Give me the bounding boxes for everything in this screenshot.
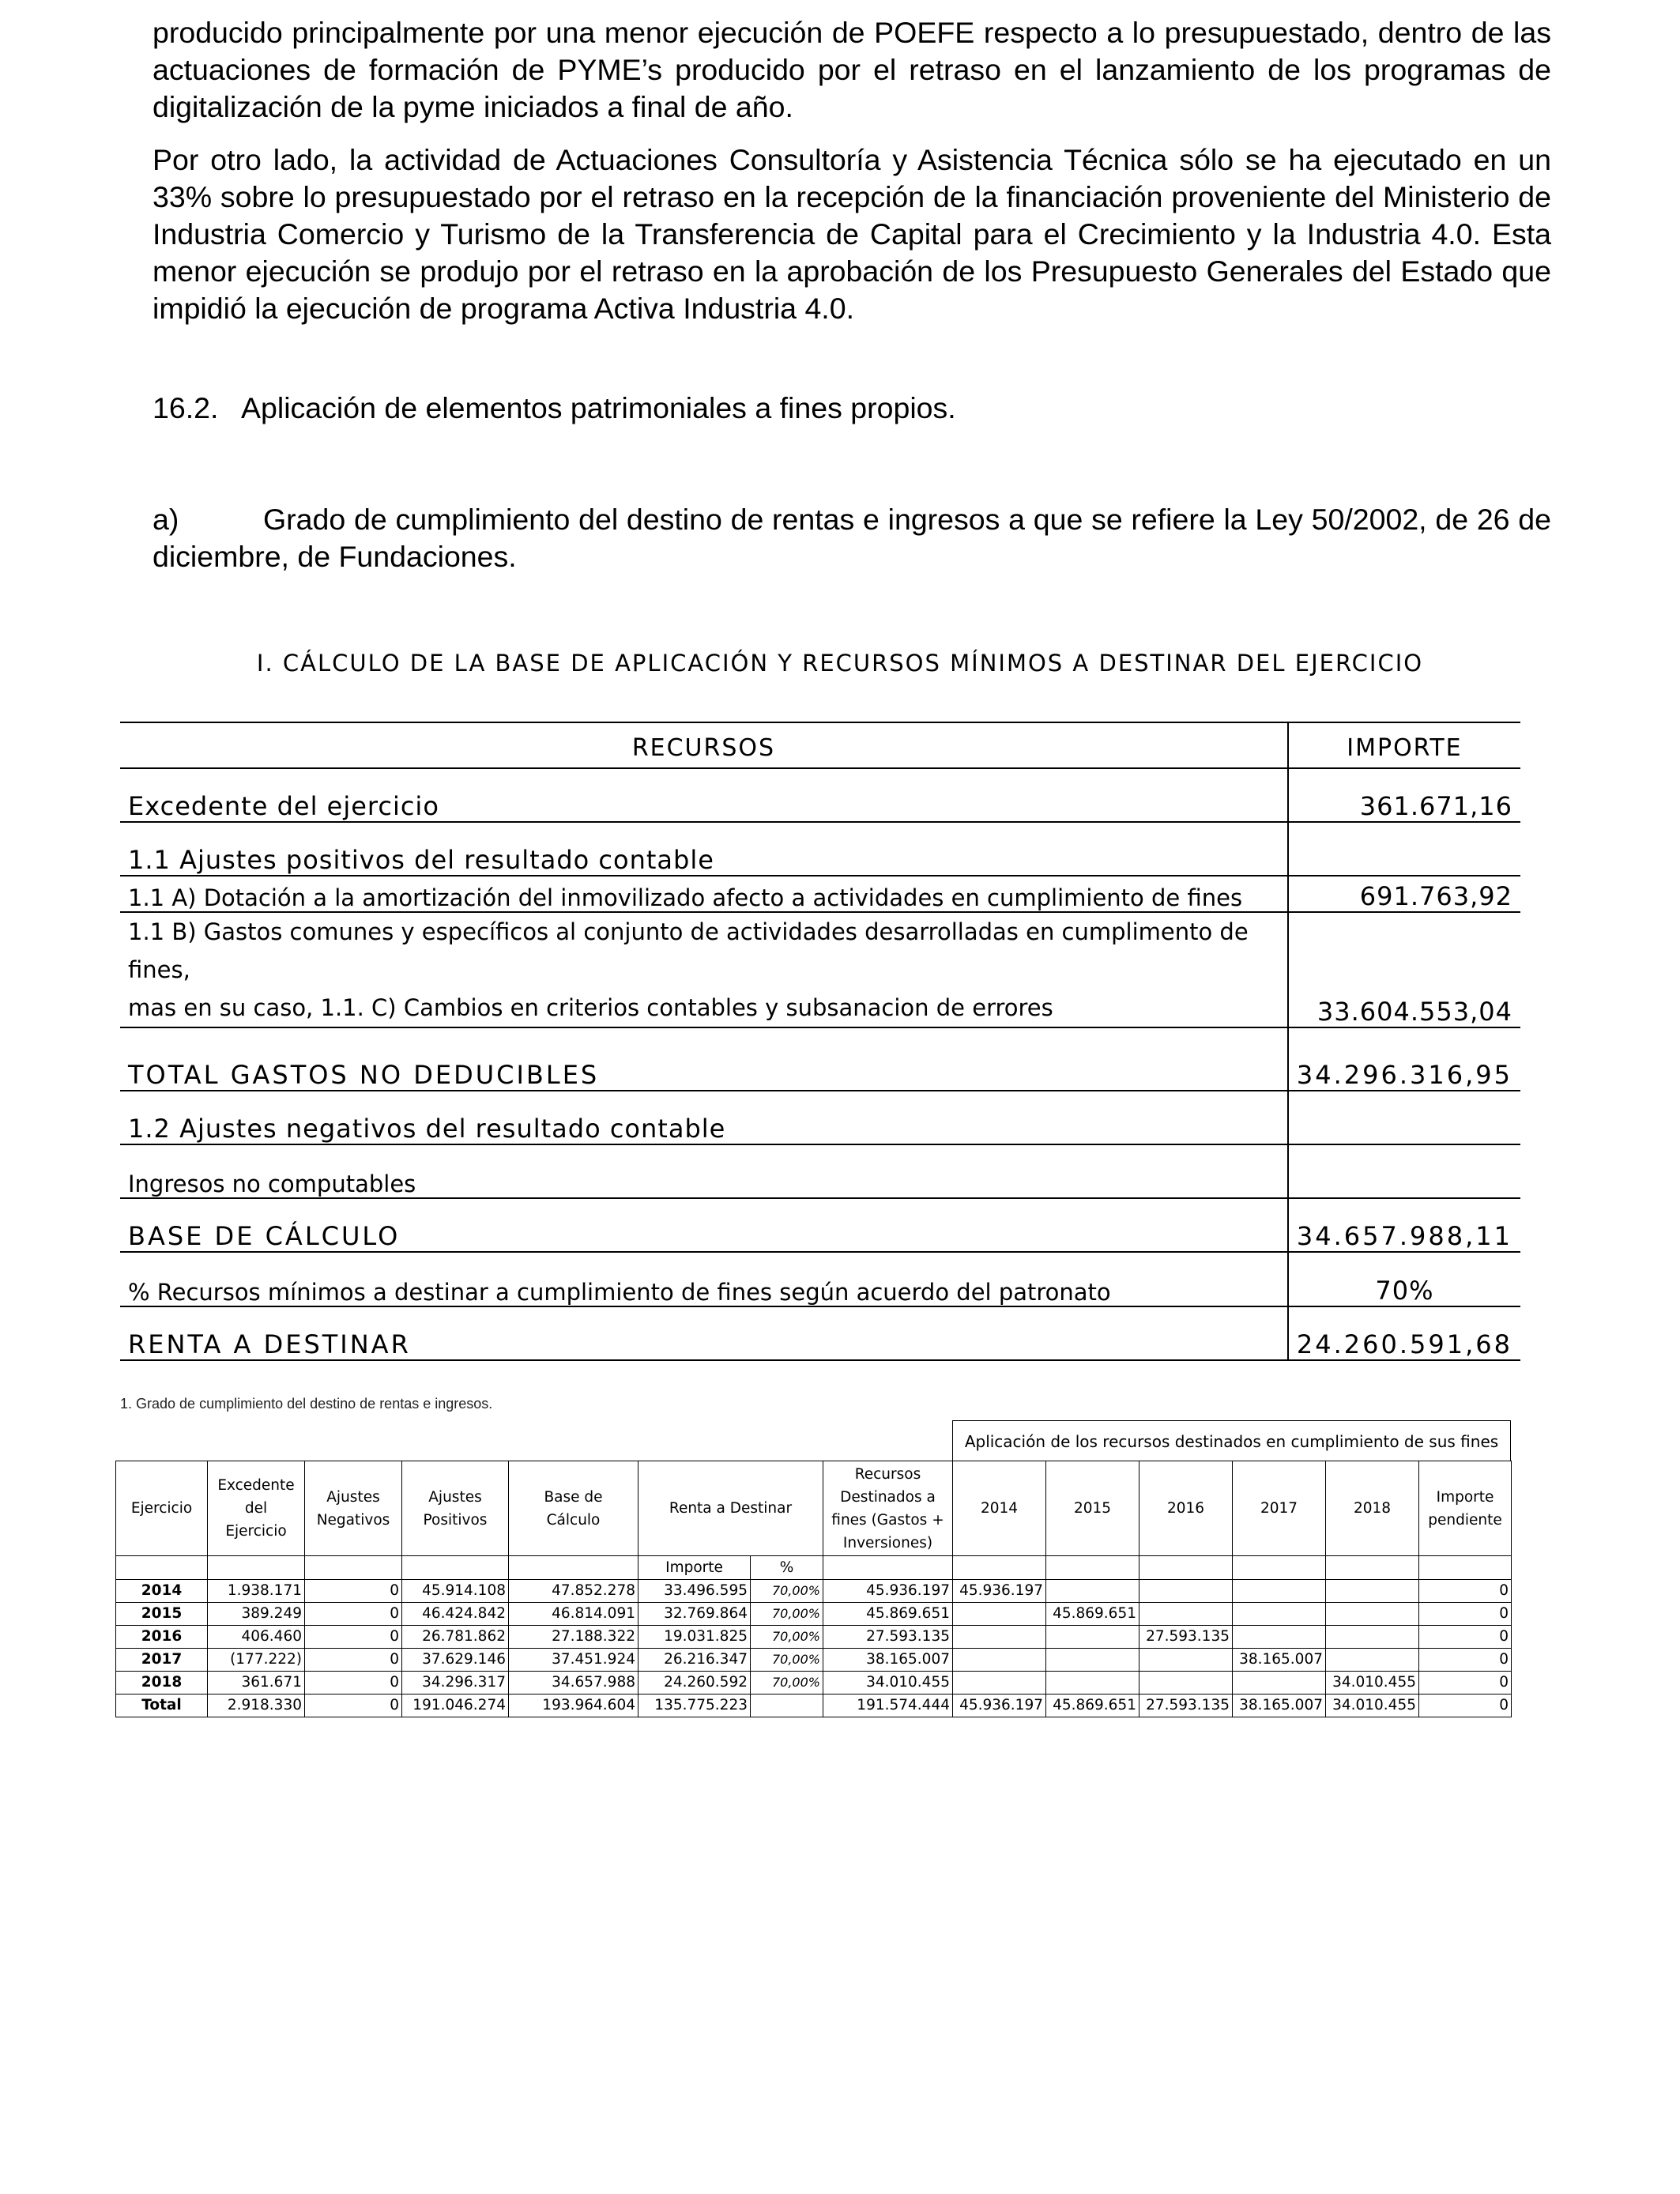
income-destination-table <box>115 1461 1512 1717</box>
th-line: Positivos <box>423 1511 488 1529</box>
intro-paragraph-1: producido principalmente por una menor ejecución de POEFE respecto a lo presupuestado, dentro de las actuaciones de formación de PYME’s producido por el retraso en el lanzamiento de los programas de digitalización de la pyme iniciados a final de año. <box>153 16 1551 123</box>
row-value <box>1288 1144 1520 1198</box>
cell-renta-pct: 70,00% <box>751 1580 823 1603</box>
table1-row <box>120 822 1520 876</box>
row-label: BASE DE CÁLCULO <box>120 1198 1288 1252</box>
table2-subheader-row <box>116 1556 1512 1580</box>
cell-recursos-destinados: 34.010.455 <box>823 1672 953 1695</box>
th-empty <box>402 1556 509 1580</box>
cell-2015 <box>1046 1672 1139 1695</box>
table1-row <box>120 1252 1520 1306</box>
section-heading <box>153 391 956 425</box>
table1-row <box>120 1198 1520 1252</box>
row-value: 70% <box>1288 1252 1520 1306</box>
cell-ajustes-negativos: 0 <box>305 1626 402 1649</box>
cell-importe-pendiente: 0 <box>1419 1603 1512 1626</box>
row-label: RENTA A DESTINAR <box>120 1306 1288 1360</box>
cell-2015 <box>1046 1580 1139 1603</box>
cell-ajustes-positivos: 191.046.274 <box>402 1695 509 1717</box>
cell-recursos-destinados: 38.165.007 <box>823 1649 953 1672</box>
th-excedente <box>208 1461 305 1556</box>
table1-row <box>120 768 1520 822</box>
table1-row <box>120 1144 1520 1198</box>
th-line: Excedente <box>217 1477 295 1494</box>
cell-base-calculo: 47.852.278 <box>509 1580 638 1603</box>
cell-2015 <box>1046 1649 1139 1672</box>
cell-importe-pendiente: 0 <box>1419 1672 1512 1695</box>
cell-ejercicio: 2015 <box>116 1603 208 1626</box>
base-calculation-table <box>120 722 1520 1361</box>
cell-2014: 45.936.197 <box>953 1695 1046 1717</box>
intro-paragraph-2: Por otro lado, la actividad de Actuaciones Consultoría y Asistencia Técnica sólo se ha ejecutado en un 33% sobre lo presupuestado por el retraso en la recepción de la financiación proveniente del Ministerio de Industria Comercio y Turismo de la Transferencia de Capital para el Crecimiento y la Industria 4.0. Esta menor ejecución se produjo por el retraso en la aprobación de los Presupuesto Generales del Estado que impidió la ejecución de programa Activa Industria 4.0. <box>153 143 1551 325</box>
th-empty <box>953 1556 1046 1580</box>
cell-recursos-destinados: 191.574.444 <box>823 1695 953 1717</box>
th-line: Ajustes <box>428 1488 482 1506</box>
row-value <box>1288 1091 1520 1144</box>
th-line: fines (Gastos + <box>831 1511 944 1529</box>
cell-recursos-destinados: 27.593.135 <box>823 1626 953 1649</box>
th-2017: 2017 <box>1233 1461 1326 1556</box>
th-percent: % <box>751 1556 823 1580</box>
table1-row <box>120 1091 1520 1144</box>
cell-recursos-destinados: 45.936.197 <box>823 1580 953 1603</box>
th-line: Recursos <box>854 1465 921 1483</box>
table1-row <box>120 912 1520 1027</box>
subsection-label: a) <box>153 503 179 536</box>
cell-2017: 38.165.007 <box>1233 1649 1326 1672</box>
cell-renta-pct: 70,00% <box>751 1649 823 1672</box>
table1-title: I. CÁLCULO DE LA BASE DE APLICACIÓN Y RECURSOS MÍNIMOS A DESTINAR DEL EJERCICIO <box>256 650 1424 677</box>
subsection-heading <box>153 501 1551 575</box>
cell-renta-importe: 32.769.864 <box>638 1603 751 1626</box>
row-value: 34.657.988,11 <box>1288 1198 1520 1252</box>
row-label: 1.1 Ajustes positivos del resultado contable <box>120 822 1288 876</box>
row-label: 1.2 Ajustes negativos del resultado contable <box>120 1091 1288 1144</box>
cell-2017 <box>1233 1626 1326 1649</box>
cell-2018 <box>1326 1649 1419 1672</box>
cell-2017 <box>1233 1603 1326 1626</box>
row-value: 34.296.316,95 <box>1288 1027 1520 1091</box>
cell-renta-importe: 135.775.223 <box>638 1695 751 1717</box>
table2-caption: 1. Grado de cumplimiento del destino de rentas e ingresos. <box>120 1396 493 1412</box>
th-empty <box>305 1556 402 1580</box>
row-label: Ingresos no computables <box>120 1144 1288 1198</box>
cell-2016: 27.593.135 <box>1139 1626 1233 1649</box>
th-line: Importe <box>1436 1488 1494 1506</box>
cell-excedente: 2.918.330 <box>208 1695 305 1717</box>
th-empty <box>509 1556 638 1580</box>
table1-header-row <box>120 722 1520 768</box>
cell-ajustes-positivos: 45.914.108 <box>402 1580 509 1603</box>
cell-excedente: 406.460 <box>208 1626 305 1649</box>
cell-2018: 34.010.455 <box>1326 1695 1419 1717</box>
cell-2014: 45.936.197 <box>953 1580 1046 1603</box>
cell-ajustes-negativos: 0 <box>305 1672 402 1695</box>
cell-renta-importe: 19.031.825 <box>638 1626 751 1649</box>
cell-recursos-destinados: 45.869.651 <box>823 1603 953 1626</box>
th-empty <box>1046 1556 1139 1580</box>
cell-2015 <box>1046 1626 1139 1649</box>
th-line: Ajustes <box>326 1488 380 1506</box>
th-line: Inversiones) <box>842 1534 933 1551</box>
cell-ajustes-positivos: 37.629.146 <box>402 1649 509 1672</box>
cell-2016 <box>1139 1649 1233 1672</box>
row-label: 1.1 A) Dotación a la amortización del inmovilizado afecto a actividades en cumplimiento de fines <box>120 876 1288 912</box>
cell-2016 <box>1139 1580 1233 1603</box>
th-empty <box>1233 1556 1326 1580</box>
cell-renta-pct <box>751 1695 823 1717</box>
cell-ejercicio: Total <box>116 1695 208 1717</box>
th-recursos-destinados <box>823 1461 953 1556</box>
section-title: Aplicación de elementos patrimoniales a fines propios. <box>241 391 956 424</box>
cell-base-calculo: 193.964.604 <box>509 1695 638 1717</box>
table2-row <box>116 1672 1512 1695</box>
th-empty <box>116 1556 208 1580</box>
cell-importe-pendiente: 0 <box>1419 1649 1512 1672</box>
cell-excedente: 1.938.171 <box>208 1580 305 1603</box>
table2-body <box>116 1580 1512 1717</box>
cell-ajustes-positivos: 34.296.317 <box>402 1672 509 1695</box>
subsection-text: Grado de cumplimiento del destino de rentas e ingresos a que se refiere la Ley 50/2002, de 26 de diciembre, de Fundaciones. <box>153 503 1551 573</box>
th-importe: Importe <box>638 1556 751 1580</box>
table1-row <box>120 1027 1520 1091</box>
cell-ajustes-negativos: 0 <box>305 1603 402 1626</box>
cell-excedente: 361.671 <box>208 1672 305 1695</box>
cell-ejercicio: 2014 <box>116 1580 208 1603</box>
cell-ajustes-positivos: 26.781.862 <box>402 1626 509 1649</box>
cell-excedente: 389.249 <box>208 1603 305 1626</box>
row-label: Excedente del ejercicio <box>120 768 1288 822</box>
th-ajustes-positivos <box>402 1461 509 1556</box>
cell-ejercicio: 2018 <box>116 1672 208 1695</box>
th-ajustes-negativos <box>305 1461 402 1556</box>
cell-2017: 38.165.007 <box>1233 1695 1326 1717</box>
th-importe-pendiente <box>1419 1461 1512 1556</box>
row-label-line2: mas en su caso, 1.1. C) Cambios en criterios contables y subsanacion de errores <box>128 994 1053 1021</box>
row-value: 24.260.591,68 <box>1288 1306 1520 1360</box>
cell-renta-importe: 24.260.592 <box>638 1672 751 1695</box>
row-label-line1: 1.1 B) Gastos comunes y específicos al conjunto de actividades desarrolladas en cumplimento de fines, <box>128 918 1249 983</box>
th-base-calculo <box>509 1461 638 1556</box>
header-importe: IMPORTE <box>1288 722 1520 768</box>
cell-2018: 34.010.455 <box>1326 1672 1419 1695</box>
th-2018: 2018 <box>1326 1461 1419 1556</box>
th-line: Negativos <box>316 1511 390 1529</box>
cell-base-calculo: 46.814.091 <box>509 1603 638 1626</box>
cell-base-calculo: 37.451.924 <box>509 1649 638 1672</box>
table2-header-row <box>116 1461 1512 1556</box>
cell-2014 <box>953 1626 1046 1649</box>
cell-base-calculo: 27.188.322 <box>509 1626 638 1649</box>
cell-2018 <box>1326 1603 1419 1626</box>
cell-2014 <box>953 1672 1046 1695</box>
table2-group-header: Aplicación de los recursos destinados en cumplimiento de sus fines <box>952 1420 1511 1461</box>
cell-ajustes-negativos: 0 <box>305 1580 402 1603</box>
th-empty <box>1419 1556 1512 1580</box>
th-2016: 2016 <box>1139 1461 1233 1556</box>
th-2015: 2015 <box>1046 1461 1139 1556</box>
cell-2015: 45.869.651 <box>1046 1603 1139 1626</box>
th-line: pendiente <box>1428 1511 1502 1529</box>
th-2014: 2014 <box>953 1461 1046 1556</box>
th-renta-destinar: Renta a Destinar <box>638 1461 823 1556</box>
row-value <box>1288 822 1520 876</box>
table2-row <box>116 1626 1512 1649</box>
cell-2017 <box>1233 1672 1326 1695</box>
cell-renta-pct: 70,00% <box>751 1603 823 1626</box>
table1-row <box>120 876 1520 912</box>
th-line: Cálculo <box>546 1511 601 1529</box>
th-empty <box>208 1556 305 1580</box>
row-value: 33.604.553,04 <box>1288 912 1520 1027</box>
cell-ejercicio: 2016 <box>116 1626 208 1649</box>
cell-2014 <box>953 1603 1046 1626</box>
cell-renta-importe: 33.496.595 <box>638 1580 751 1603</box>
cell-renta-pct: 70,00% <box>751 1672 823 1695</box>
table1-row <box>120 1306 1520 1360</box>
cell-renta-importe: 26.216.347 <box>638 1649 751 1672</box>
table2-row <box>116 1603 1512 1626</box>
cell-2018 <box>1326 1626 1419 1649</box>
th-line: Base de <box>544 1488 603 1506</box>
th-line: Destinados a <box>840 1488 936 1506</box>
cell-ajustes-negativos: 0 <box>305 1649 402 1672</box>
row-label: TOTAL GASTOS NO DEDUCIBLES <box>120 1027 1288 1091</box>
th-line: del <box>244 1500 268 1517</box>
cell-excedente: (177.222) <box>208 1649 305 1672</box>
cell-2014 <box>953 1649 1046 1672</box>
cell-2016: 27.593.135 <box>1139 1695 1233 1717</box>
cell-ejercicio: 2017 <box>116 1649 208 1672</box>
cell-2016 <box>1139 1672 1233 1695</box>
th-empty <box>823 1556 953 1580</box>
cell-importe-pendiente: 0 <box>1419 1580 1512 1603</box>
cell-ajustes-negativos: 0 <box>305 1695 402 1717</box>
row-value: 361.671,16 <box>1288 768 1520 822</box>
th-ejercicio: Ejercicio <box>116 1461 208 1556</box>
th-line: Ejercicio <box>225 1523 287 1540</box>
table2-row <box>116 1580 1512 1603</box>
row-label: % Recursos mínimos a destinar a cumplimiento de fines según acuerdo del patronato <box>120 1252 1288 1306</box>
table2-total-row <box>116 1695 1512 1717</box>
cell-base-calculo: 34.657.988 <box>509 1672 638 1695</box>
th-empty <box>1139 1556 1233 1580</box>
cell-renta-pct: 70,00% <box>751 1626 823 1649</box>
table2-row <box>116 1649 1512 1672</box>
cell-importe-pendiente: 0 <box>1419 1626 1512 1649</box>
header-recursos: RECURSOS <box>120 722 1288 768</box>
cell-importe-pendiente: 0 <box>1419 1695 1512 1717</box>
section-number: 16.2. <box>153 391 219 424</box>
row-value: 691.763,92 <box>1288 876 1520 912</box>
row-label-multiline <box>120 912 1288 1027</box>
cell-2015: 45.869.651 <box>1046 1695 1139 1717</box>
cell-ajustes-positivos: 46.424.842 <box>402 1603 509 1626</box>
cell-2018 <box>1326 1580 1419 1603</box>
th-empty <box>1326 1556 1419 1580</box>
cell-2017 <box>1233 1580 1326 1603</box>
cell-2016 <box>1139 1603 1233 1626</box>
